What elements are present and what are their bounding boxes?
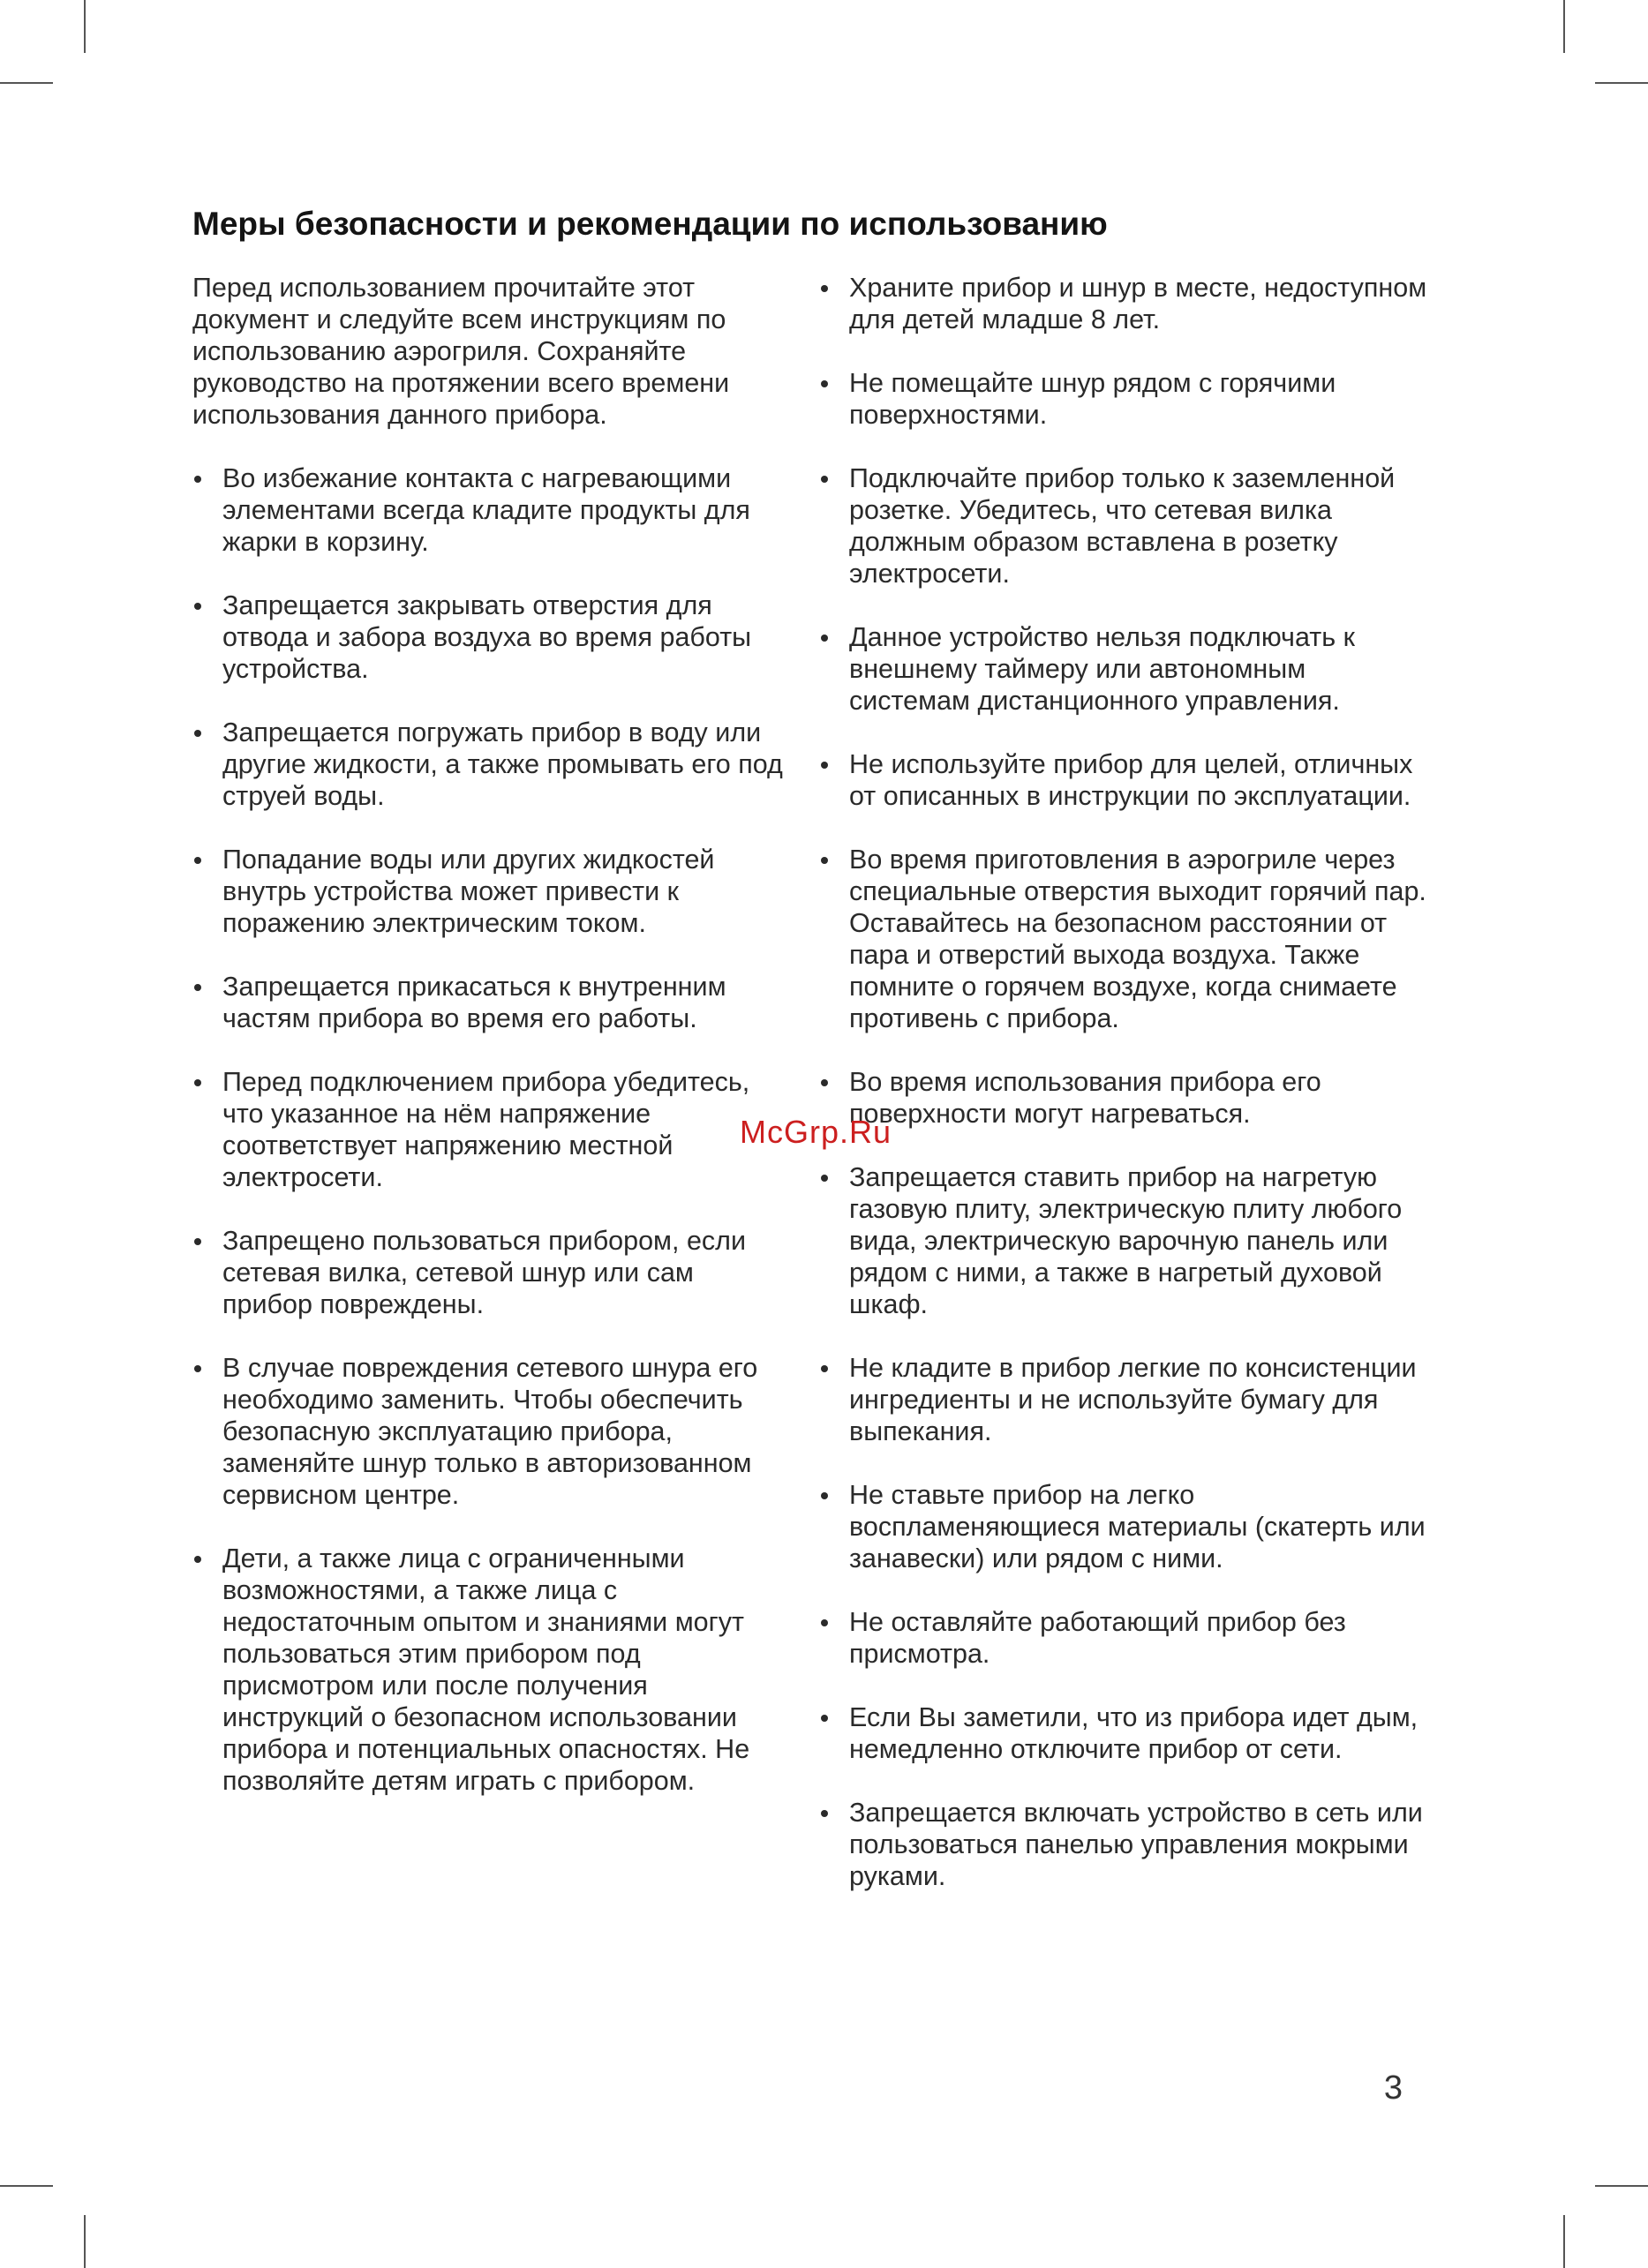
list-item: Попадание воды или других жидкостей внутрь устройства может привести к поражению электрическим током. bbox=[192, 844, 787, 939]
left-bullet-list bbox=[192, 462, 793, 1797]
list-item: В случае повреждения сетевого шнура его необходимо заменить. Чтобы обеспечить безопасную эксплуатацию прибора, заменяйте шнур только в авторизованном сервисном центре. bbox=[192, 1352, 787, 1511]
right-bullet-list bbox=[819, 272, 1437, 1892]
page-number: 3 bbox=[1383, 2069, 1403, 2107]
list-item: Храните прибор и шнур в месте, недоступном для детей младше 8 лет. bbox=[819, 272, 1432, 335]
list-item: Не оставляйте работающий прибор без присмотра. bbox=[819, 1606, 1432, 1670]
crop-mark-top-right-vertical bbox=[1563, 0, 1565, 53]
crop-mark-bottom-right-horizontal bbox=[1595, 2185, 1648, 2187]
list-item: Перед подключением прибора убедитесь, что указанное на нём напряжение соответствует напряжению местной электросети. bbox=[192, 1066, 787, 1193]
list-item: Запрещается погружать прибор в воду или другие жидкости, а также промывать его под струей воды. bbox=[192, 717, 787, 812]
list-item: Данное устройство нельзя подключать к внешнему таймеру или автономным системам дистанционного управления. bbox=[819, 621, 1432, 717]
crop-mark-top-right-horizontal bbox=[1595, 82, 1648, 84]
list-item: Подключайте прибор только к заземленной розетке. Убедитесь, что сетевая вилка должным образом вставлена в розетку электросети. bbox=[819, 462, 1432, 590]
crop-mark-bottom-left-vertical bbox=[84, 2215, 86, 2268]
list-item: Во время использования прибора его поверхности могут нагреваться. bbox=[819, 1066, 1432, 1130]
list-item: Запрещается закрывать отверстия для отвода и забора воздуха во время работы устройства. bbox=[192, 590, 787, 685]
list-item: Не ставьте прибор на легко воспламеняющиеся материалы (скатерть или занавески) или рядом с ними. bbox=[819, 1479, 1432, 1574]
watermark: McGrp.Ru bbox=[740, 1114, 892, 1150]
crop-mark-bottom-left-horizontal bbox=[0, 2185, 53, 2187]
crop-mark-top-left-horizontal bbox=[0, 82, 53, 84]
list-item: Не используйте прибор для целей, отличных от описанных в инструкции по эксплуатации. bbox=[819, 748, 1432, 812]
page-title: Меры безопасности и рекомендации по использованию bbox=[192, 206, 1108, 242]
list-item: Дети, а также лица с ограниченными возможностями, а также лица с недостаточным опытом и знаниями могут пользоваться этим прибором под присмотром или после получения инструкций о безопасном использовании прибора и потенциальных опасностях. Не позволяйте детям играть с прибором. bbox=[192, 1543, 787, 1797]
list-item: Если Вы заметили, что из прибора идет дым, немедленно отключите прибор от сети. bbox=[819, 1701, 1432, 1765]
list-item: Во время приготовления в аэрогриле через специальные отверстия выходит горячий пар. Оставайтесь на безопасном расстоянии от пара и отверстий выхода воздуха. Также помните о горячем воздухе, когда снимаете противень с прибора. bbox=[819, 844, 1432, 1034]
list-item: Запрещается включать устройство в сеть или пользоваться панелью управления мокрыми руками. bbox=[819, 1797, 1432, 1892]
left-column bbox=[192, 272, 793, 1829]
crop-mark-bottom-right-vertical bbox=[1563, 2215, 1565, 2268]
right-column bbox=[819, 272, 1437, 1924]
intro-paragraph: Перед использованием прочитайте этот документ и следуйте всем инструкциям по использованию аэрогриля. Сохраняйте руководство на протяжении всего времени использования данного прибора. bbox=[192, 273, 730, 430]
list-item: Не помещайте шнур рядом с горячими поверхностями. bbox=[819, 367, 1432, 431]
list-item: Запрещается ставить прибор на нагретую газовую плиту, электрическую плиту любого вида, электрическую варочную панель или рядом с ними, а также в нагретый духовой шкаф. bbox=[819, 1161, 1432, 1320]
list-item: Не кладите в прибор легкие по консистенции ингредиенты и не используйте бумагу для выпекания. bbox=[819, 1352, 1432, 1447]
list-item: Запрещается прикасаться к внутренним частям прибора во время его работы. bbox=[192, 971, 787, 1034]
crop-mark-top-left-vertical bbox=[84, 0, 86, 53]
list-item: Во избежание контакта с нагревающими элементами всегда кладите продукты для жарки в корзину. bbox=[192, 462, 787, 558]
list-item: Запрещено пользоваться прибором, если сетевая вилка, сетевой шнур или сам прибор повреждены. bbox=[192, 1225, 787, 1320]
